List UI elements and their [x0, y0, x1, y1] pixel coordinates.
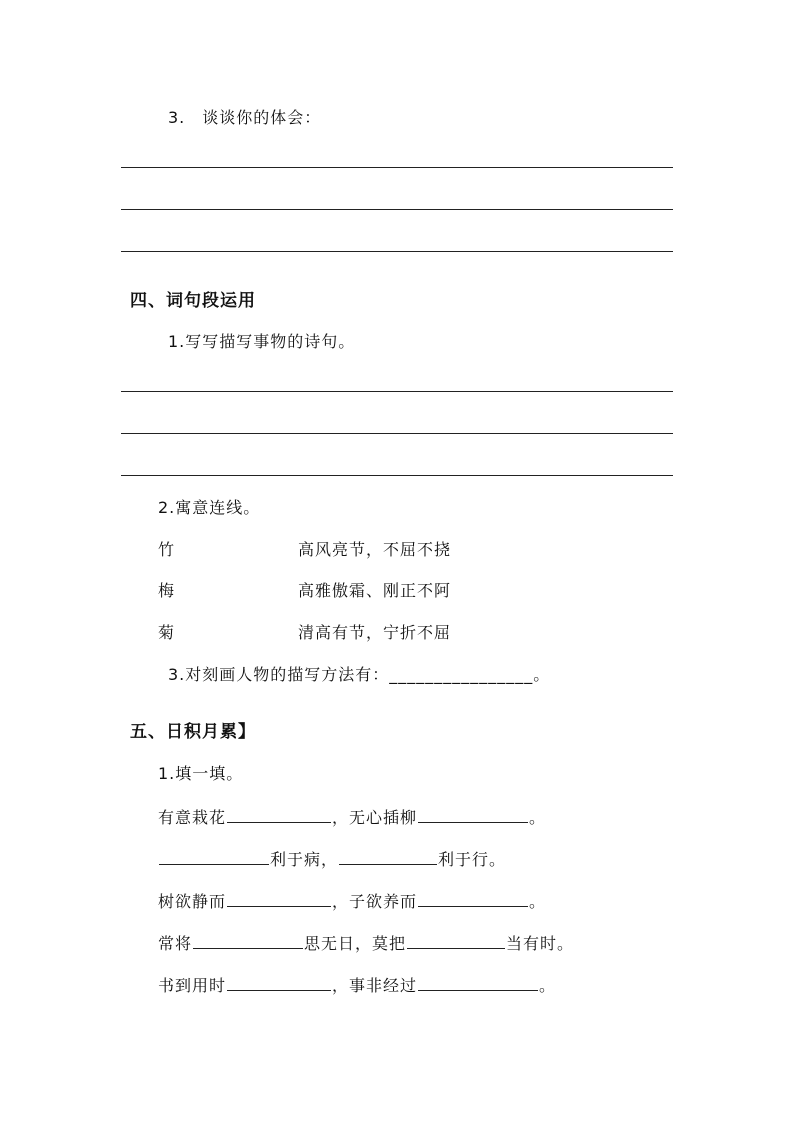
fill-blank[interactable] — [227, 890, 331, 907]
fill-blank[interactable] — [418, 806, 528, 823]
fill-blank[interactable] — [227, 974, 331, 991]
match-left-item[interactable]: 竹 — [158, 540, 176, 559]
match-left-item[interactable]: 梅 — [158, 581, 176, 600]
answer-line[interactable] — [121, 209, 673, 210]
question-4-3-end: 。 — [533, 665, 551, 684]
fill-text: 书到用时 — [158, 976, 227, 995]
fill-blank[interactable] — [227, 806, 331, 823]
fill-blank[interactable] — [193, 932, 303, 949]
fill-text: ，子欲养而 — [332, 892, 418, 911]
fill-blank[interactable] — [407, 932, 505, 949]
fill-line — [158, 974, 556, 996]
fill-text: 。 — [529, 892, 547, 911]
fill-blank[interactable] — [339, 848, 437, 865]
answer-line[interactable] — [121, 251, 673, 252]
fill-line — [158, 932, 574, 954]
answer-line[interactable] — [121, 475, 673, 476]
answer-line[interactable] — [121, 391, 673, 392]
fill-text: 常将 — [158, 934, 193, 953]
fill-blank[interactable] — [159, 848, 269, 865]
match-right-item[interactable]: 清高有节，宁折不屈 — [298, 623, 452, 642]
question-4-3-prompt: 3.对刻画人物的描写方法有： — [168, 665, 390, 684]
question-5-1: 1.填一填。 — [158, 764, 244, 783]
fill-text: 。 — [539, 976, 557, 995]
fill-text: ，事非经过 — [332, 976, 418, 995]
answer-line[interactable] — [121, 433, 673, 434]
fill-text: 思无日，莫把 — [304, 934, 407, 953]
section-4-heading: 四、词句段运用 — [130, 291, 256, 311]
section-5-heading: 五、日积月累】 — [130, 722, 256, 742]
question-4-2: 2.寓意连线。 — [158, 498, 261, 517]
question-4-3-blank[interactable]: ________________ — [389, 665, 534, 684]
match-right-item[interactable]: 高风亮节，不屈不挠 — [298, 540, 452, 559]
match-left-item[interactable]: 菊 — [158, 623, 176, 642]
item-3-prompt: 3. 谈谈你的体会： — [168, 108, 322, 127]
fill-text: ，无心插柳 — [332, 808, 418, 827]
question-4-1: 1.写写描写事物的诗句。 — [168, 332, 356, 351]
fill-blank[interactable] — [418, 890, 528, 907]
fill-text: 当有时。 — [506, 934, 575, 953]
fill-line — [158, 806, 546, 828]
fill-line — [158, 890, 546, 912]
fill-text: 利于行。 — [438, 850, 507, 869]
question-4-3 — [168, 665, 550, 685]
fill-text: 树欲静而 — [158, 892, 227, 911]
fill-text: 有意栽花 — [158, 808, 227, 827]
fill-line — [158, 848, 506, 870]
match-right-item[interactable]: 高雅傲霜、刚正不阿 — [298, 581, 452, 600]
fill-text: 。 — [529, 808, 547, 827]
fill-blank[interactable] — [418, 974, 538, 991]
answer-line[interactable] — [121, 167, 673, 168]
fill-text: 利于病， — [270, 850, 339, 869]
